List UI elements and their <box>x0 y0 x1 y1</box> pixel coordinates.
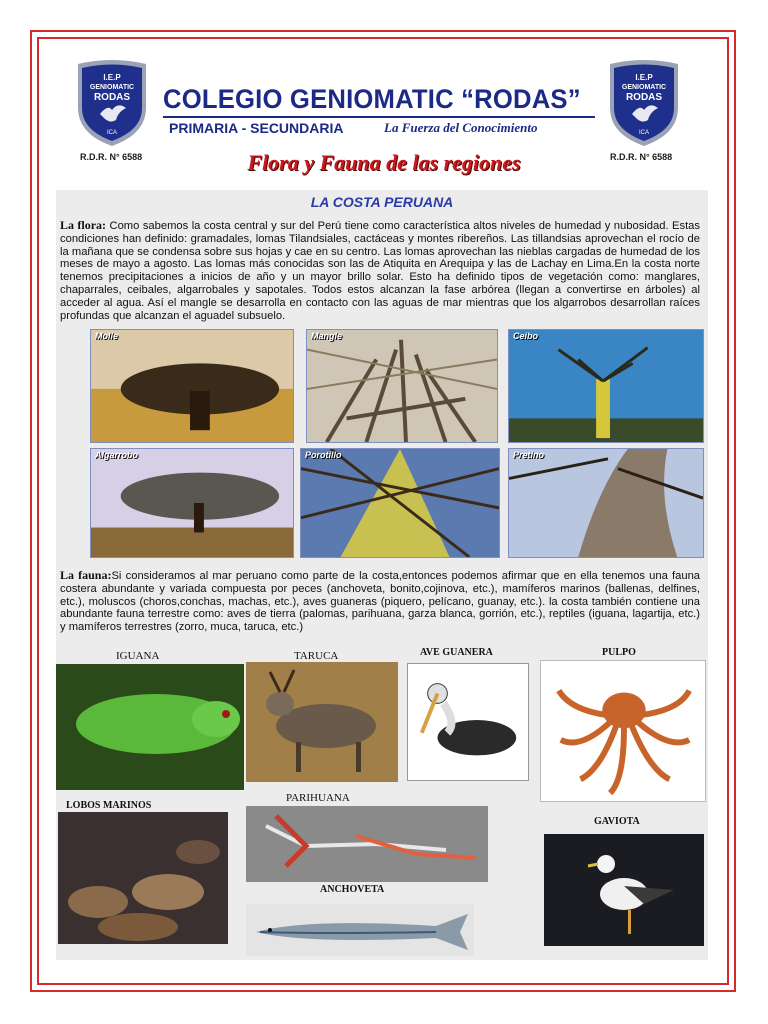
svg-text:GENIOMATIC: GENIOMATIC <box>621 84 667 91</box>
title-underline <box>163 116 595 118</box>
photo-label-porotillo: Porotillo <box>305 450 342 460</box>
school-shield-left <box>72 58 152 148</box>
flora-paragraph <box>60 219 700 322</box>
section-title: LA COSTA PERUANA <box>310 194 454 210</box>
school-title: COLEGIO GENIOMATIC “RODAS” <box>163 84 581 114</box>
svg-text:RODAS: RODAS <box>93 92 131 103</box>
photo-label-pretino: Pretino <box>513 450 545 460</box>
svg-text:GENIOMATIC: GENIOMATIC <box>89 84 135 91</box>
fauna-text: Si consideramos al mar peruano como parte de la costa,entonces podemos afirmar que en ella tenemos una fauna costera abundante y variada compuesta por peces (anchoveta, bonito,cojinova, etc.), mamíferos marinos (ballenas, delfines, etc.), moluscos (choros,conchas, machas, etc.), aves guaneras (piquero, pelícano, guanay, etc.). la costa también contiene una abundante fauna terrestre como: aves de tierra (palomas, parihuana, garza blanca, gorrión, etc.), reptiles (iguana, lagartija, etc.) y mamíferos terrestres (zorro, muca, taruca, etc.) <box>60 570 701 634</box>
photo-ceibo <box>508 329 704 443</box>
photo-anchoveta <box>246 904 474 956</box>
page-heading: Flora y Fauna de las regiones <box>247 150 521 175</box>
photo-label-ceibo: Ceibo <box>513 331 539 341</box>
svg-text:I.E.P: I.E.P <box>635 73 653 82</box>
caption-lobos-marinos: LOBOS MARINOS <box>66 800 152 811</box>
fauna-paragraph <box>60 569 700 634</box>
caption-pulpo: PULPO <box>602 647 636 658</box>
photo-pulpo <box>540 660 706 802</box>
svg-text:ICA: ICA <box>638 130 650 136</box>
photo-molle <box>90 329 294 443</box>
caption-anchoveta: ANCHOVETA <box>320 884 385 895</box>
svg-text:I.E.P: I.E.P <box>103 73 121 82</box>
svg-text:RODAS: RODAS <box>625 92 663 103</box>
photo-ave-guanera <box>407 663 529 781</box>
school-motto: La Fuerza del Conocimiento <box>384 120 538 135</box>
photo-parihuana <box>246 806 488 882</box>
fauna-label: La fauna: <box>60 568 112 582</box>
flora-text: Como sabemos la costa central y sur del Perú tiene como característica altos niveles de humedad y nubosidad. Estas condiciones han definido: gramadales, lomas Tilandsiales, cactáceas y montes ribereños. Las tillandsias aprovechan el rocío de la mañana que se condensa sobre sus hojas y cae en su centro. Las lomas aprovechan las nieblas cargadas de humedad de los meses de mayo a agosto. Las lomas más conocidas son las de Atiquita en Arequipa y las de Lachay en Lima.En la costa norte tenemos precipitaciones a inicios de año y un mayor brillo solar. Esto ha definido tipos de vegetación como: manglares, chaparrales, ceibales, algarrobales y sapotales. Todos estos alcanzan la fase arbórea (llegan a convertirse en árboles) al acceder al agua. Así el mangle se desarrolla en contacto con las aguas de mar mientras que los algarrobos desarrollan raíces profundas que alcanzan el aguadel subsuelo. <box>60 220 700 322</box>
flora-label: La flora: <box>60 218 107 232</box>
rdr-left: R.D.R. N° 6588 <box>80 152 143 162</box>
photo-label-algarrobo: Algarrobo <box>95 450 139 460</box>
photo-label-mangle: Mangle <box>311 331 343 341</box>
photo-iguana <box>56 664 244 790</box>
caption-parihuana: PARIHUANA <box>286 792 350 804</box>
rdr-right: R.D.R. N° 6588 <box>610 152 673 162</box>
caption-gaviota: GAVIOTA <box>594 816 640 827</box>
photo-gaviota <box>544 834 704 946</box>
photo-porotillo <box>300 448 500 558</box>
photo-pretino <box>508 448 704 558</box>
caption-taruca: TARUCA <box>294 650 339 662</box>
photo-mangle <box>306 329 498 443</box>
school-shield-right <box>604 58 684 148</box>
school-levels: PRIMARIA - SECUNDARIA <box>169 120 344 136</box>
photo-label-molle: Molle <box>95 331 119 341</box>
photo-taruca <box>246 662 398 782</box>
photo-algarrobo <box>90 448 294 558</box>
svg-text:ICA: ICA <box>106 130 118 136</box>
caption-ave-guanera: AVE GUANERA <box>420 647 493 658</box>
caption-iguana: IGUANA <box>116 650 160 662</box>
photo-lobos-marinos <box>58 812 228 944</box>
